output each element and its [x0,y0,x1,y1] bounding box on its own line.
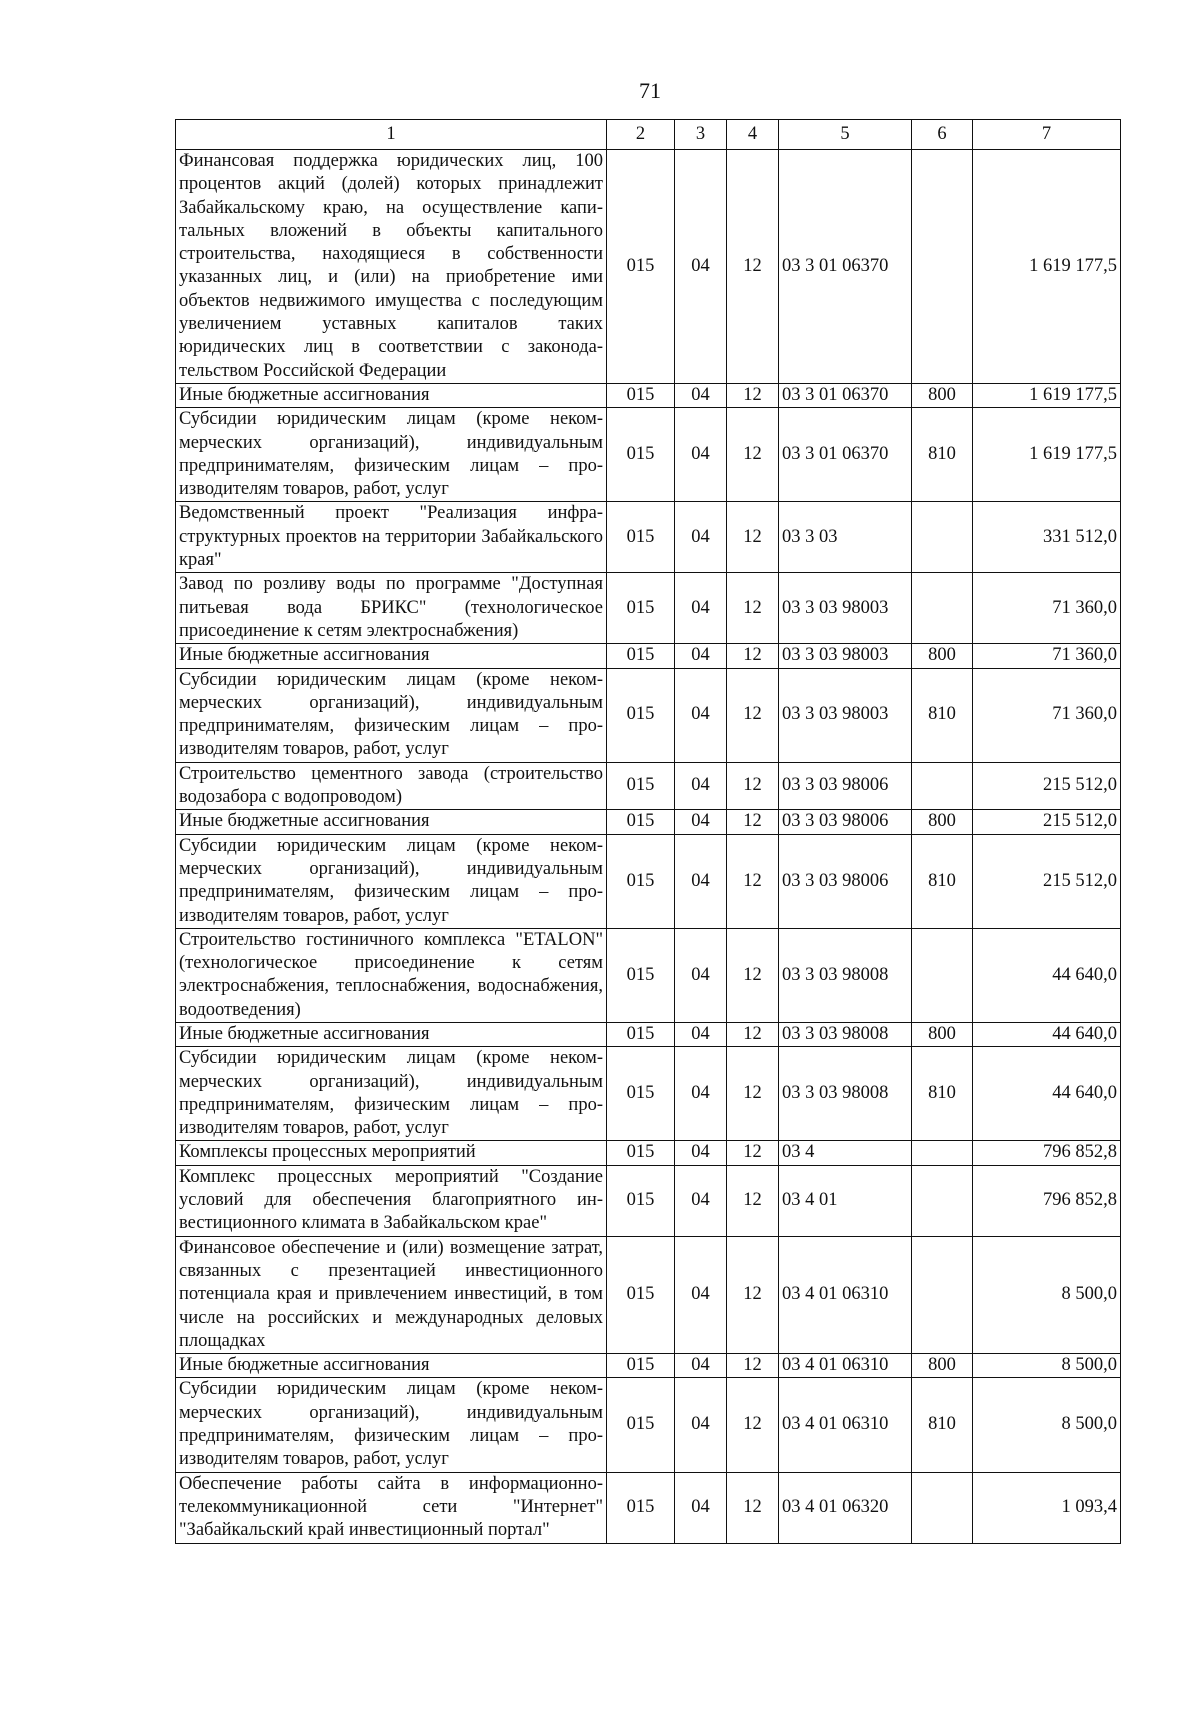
target-article-code: 03 3 03 98003 [779,644,912,668]
ministry-code: 015 [607,1165,675,1236]
amount: 8 500,0 [973,1378,1121,1472]
subsection-code: 12 [727,383,779,407]
item-name: Завод по розливу воды по программе "Доступная питьевая вода БРИКС" (технологическое присоединение к сетям электроснабжения) [176,573,607,644]
header-row [176,120,1121,150]
amount: 71 360,0 [973,644,1121,668]
section-code: 04 [675,928,727,1022]
expense-type-code: 800 [912,810,973,834]
amount: 71 360,0 [973,573,1121,644]
expense-type-code: 800 [912,644,973,668]
item-name: Иные бюджетные ассигнования [176,644,607,668]
target-article-code: 03 4 01 06310 [779,1354,912,1378]
subsection-code: 12 [727,1047,779,1141]
item-name: Обеспечение работы сайта в информационно-телекоммуникационной сети "Интернет" "Забайкальский край инвестиционный портал" [176,1472,607,1543]
budget-table [175,119,1121,1544]
subsection-code: 12 [727,1472,779,1543]
item-name: Иные бюджетные ассигнования [176,1354,607,1378]
table-row [176,1236,1121,1353]
table-row [176,1354,1121,1378]
expense-type-code: 810 [912,408,973,502]
subsection-code: 12 [727,668,779,762]
page-number: 71 [639,78,661,103]
section-code: 04 [675,150,727,384]
subsection-code: 12 [727,1022,779,1046]
table-row [176,1472,1121,1543]
amount: 1 093,4 [973,1472,1121,1543]
target-article-code: 03 3 03 98008 [779,1047,912,1141]
header-col-3: 3 [675,120,727,150]
item-name: Комплексы процессных мероприятий [176,1141,607,1165]
ministry-code: 015 [607,383,675,407]
ministry-code: 015 [607,1236,675,1353]
item-name: Иные бюджетные ассигнования [176,1022,607,1046]
item-name: Субсидии юридическим лицам (кроме некоммерческих организаций), индивидуальным предпринимателям, физическим лицам – производителям товаров, работ, услуг [176,408,607,502]
subsection-code: 12 [727,810,779,834]
expense-type-code [912,502,973,573]
target-article-code: 03 4 01 06310 [779,1236,912,1353]
table-row [176,762,1121,810]
table-row [176,1022,1121,1046]
item-name: Иные бюджетные ассигнования [176,810,607,834]
table-row [176,502,1121,573]
subsection-code: 12 [727,1165,779,1236]
header-col-2: 2 [607,120,675,150]
section-code: 04 [675,1236,727,1353]
amount: 71 360,0 [973,668,1121,762]
item-name: Финансовая поддержка юридических лиц, 100 процентов акций (долей) которых принадлежит Забайкальскому краю, на осуществление капитальных вложений в объекты капитального строительства, находящиеся в собственности указанных лиц, и (или) на приобретение ими объектов недвижимого имущества с последующим увеличением уставных капиталов таких юридических лиц в соответствии с законодательством Российской Федерации [176,150,607,384]
ministry-code: 015 [607,502,675,573]
ministry-code: 015 [607,928,675,1022]
section-code: 04 [675,810,727,834]
amount: 44 640,0 [973,1022,1121,1046]
table-row [176,1165,1121,1236]
subsection-code: 12 [727,573,779,644]
section-code: 04 [675,1022,727,1046]
target-article-code: 03 4 [779,1141,912,1165]
expense-type-code [912,762,973,810]
ministry-code: 015 [607,668,675,762]
table-row [176,668,1121,762]
table-row [176,834,1121,928]
expense-type-code [912,1472,973,1543]
target-article-code: 03 3 03 98003 [779,573,912,644]
expense-type-code [912,1141,973,1165]
subsection-code: 12 [727,644,779,668]
ministry-code: 015 [607,644,675,668]
subsection-code: 12 [727,1354,779,1378]
header-col-7: 7 [973,120,1121,150]
item-name: Строительство цементного завода (строительство водозабора с водопроводом) [176,762,607,810]
expense-type-code: 800 [912,1354,973,1378]
item-name: Финансовое обеспечение и (или) возмещение затрат, связанных с презентацией инвестиционного потенциала края и привлечением инвестиций, в том числе на российских и международных деловых площадках [176,1236,607,1353]
target-article-code: 03 3 03 [779,502,912,573]
target-article-code: 03 3 03 98008 [779,928,912,1022]
amount: 1 619 177,5 [973,408,1121,502]
expense-type-code [912,1165,973,1236]
section-code: 04 [675,762,727,810]
ministry-code: 015 [607,1378,675,1472]
target-article-code: 03 4 01 06310 [779,1378,912,1472]
amount: 1 619 177,5 [973,383,1121,407]
section-code: 04 [675,408,727,502]
table-row [176,150,1121,384]
item-name: Комплекс процессных мероприятий "Создание условий для обеспечения благоприятного инвестиционного климата в Забайкальском крае" [176,1165,607,1236]
subsection-code: 12 [727,1236,779,1353]
item-name: Субсидии юридическим лицам (кроме некоммерческих организаций), индивидуальным предпринимателям, физическим лицам – производителям товаров, работ, услуг [176,834,607,928]
expense-type-code: 810 [912,1378,973,1472]
subsection-code: 12 [727,762,779,810]
target-article-code: 03 4 01 [779,1165,912,1236]
ministry-code: 015 [607,1047,675,1141]
subsection-code: 12 [727,1141,779,1165]
target-article-code: 03 3 03 98006 [779,762,912,810]
header-col-6: 6 [912,120,973,150]
section-code: 04 [675,1141,727,1165]
amount: 44 640,0 [973,1047,1121,1141]
table-row [176,1378,1121,1472]
table-row [176,928,1121,1022]
ministry-code: 015 [607,1022,675,1046]
item-name: Субсидии юридическим лицам (кроме некоммерческих организаций), индивидуальным предпринимателям, физическим лицам – производителям товаров, работ, услуг [176,668,607,762]
amount: 8 500,0 [973,1354,1121,1378]
amount: 44 640,0 [973,928,1121,1022]
item-name: Строительство гостиничного комплекса "ETALON" (технологическое присоединение к сетям электроснабжения, теплоснабжения, водоснабжения, водоотведения) [176,928,607,1022]
table-row [176,1141,1121,1165]
expense-type-code [912,928,973,1022]
target-article-code: 03 3 03 98003 [779,668,912,762]
amount: 215 512,0 [973,834,1121,928]
target-article-code: 03 3 03 98006 [779,810,912,834]
table-row [176,644,1121,668]
subsection-code: 12 [727,834,779,928]
ministry-code: 015 [607,1472,675,1543]
amount: 8 500,0 [973,1236,1121,1353]
ministry-code: 015 [607,408,675,502]
table-row [176,383,1121,407]
amount: 796 852,8 [973,1141,1121,1165]
expense-type-code: 810 [912,834,973,928]
section-code: 04 [675,1165,727,1236]
table-row [176,1047,1121,1141]
expense-type-code: 810 [912,1047,973,1141]
subsection-code: 12 [727,502,779,573]
subsection-code: 12 [727,408,779,502]
expense-type-code: 800 [912,1022,973,1046]
ministry-code: 015 [607,834,675,928]
table-row [176,810,1121,834]
target-article-code: 03 3 03 98006 [779,834,912,928]
header-col-4: 4 [727,120,779,150]
subsection-code: 12 [727,150,779,384]
ministry-code: 015 [607,150,675,384]
target-article-code: 03 3 03 98008 [779,1022,912,1046]
expense-type-code [912,1236,973,1353]
target-article-code: 03 4 01 06320 [779,1472,912,1543]
header-col-5: 5 [779,120,912,150]
item-name: Иные бюджетные ассигнования [176,383,607,407]
section-code: 04 [675,1354,727,1378]
section-code: 04 [675,573,727,644]
section-code: 04 [675,1047,727,1141]
section-code: 04 [675,834,727,928]
section-code: 04 [675,668,727,762]
table-row [176,573,1121,644]
expense-type-code [912,150,973,384]
section-code: 04 [675,644,727,668]
section-code: 04 [675,1378,727,1472]
expense-type-code [912,573,973,644]
item-name: Субсидии юридическим лицам (кроме некоммерческих организаций), индивидуальным предпринимателям, физическим лицам – производителям товаров, работ, услуг [176,1378,607,1472]
ministry-code: 015 [607,762,675,810]
subsection-code: 12 [727,1378,779,1472]
ministry-code: 015 [607,1354,675,1378]
amount: 796 852,8 [973,1165,1121,1236]
target-article-code: 03 3 01 06370 [779,150,912,384]
expense-type-code: 800 [912,383,973,407]
expense-type-code: 810 [912,668,973,762]
section-code: 04 [675,1472,727,1543]
amount: 215 512,0 [973,810,1121,834]
amount: 331 512,0 [973,502,1121,573]
item-name: Ведомственный проект "Реализация инфраструктурных проектов на территории Забайкальского края" [176,502,607,573]
ministry-code: 015 [607,810,675,834]
target-article-code: 03 3 01 06370 [779,383,912,407]
ministry-code: 015 [607,573,675,644]
target-article-code: 03 3 01 06370 [779,408,912,502]
ministry-code: 015 [607,1141,675,1165]
amount: 1 619 177,5 [973,150,1121,384]
subsection-code: 12 [727,928,779,1022]
table-row [176,408,1121,502]
section-code: 04 [675,383,727,407]
header-col-1: 1 [176,120,607,150]
section-code: 04 [675,502,727,573]
item-name: Субсидии юридическим лицам (кроме некоммерческих организаций), индивидуальным предпринимателям, физическим лицам – производителям товаров, работ, услуг [176,1047,607,1141]
amount: 215 512,0 [973,762,1121,810]
